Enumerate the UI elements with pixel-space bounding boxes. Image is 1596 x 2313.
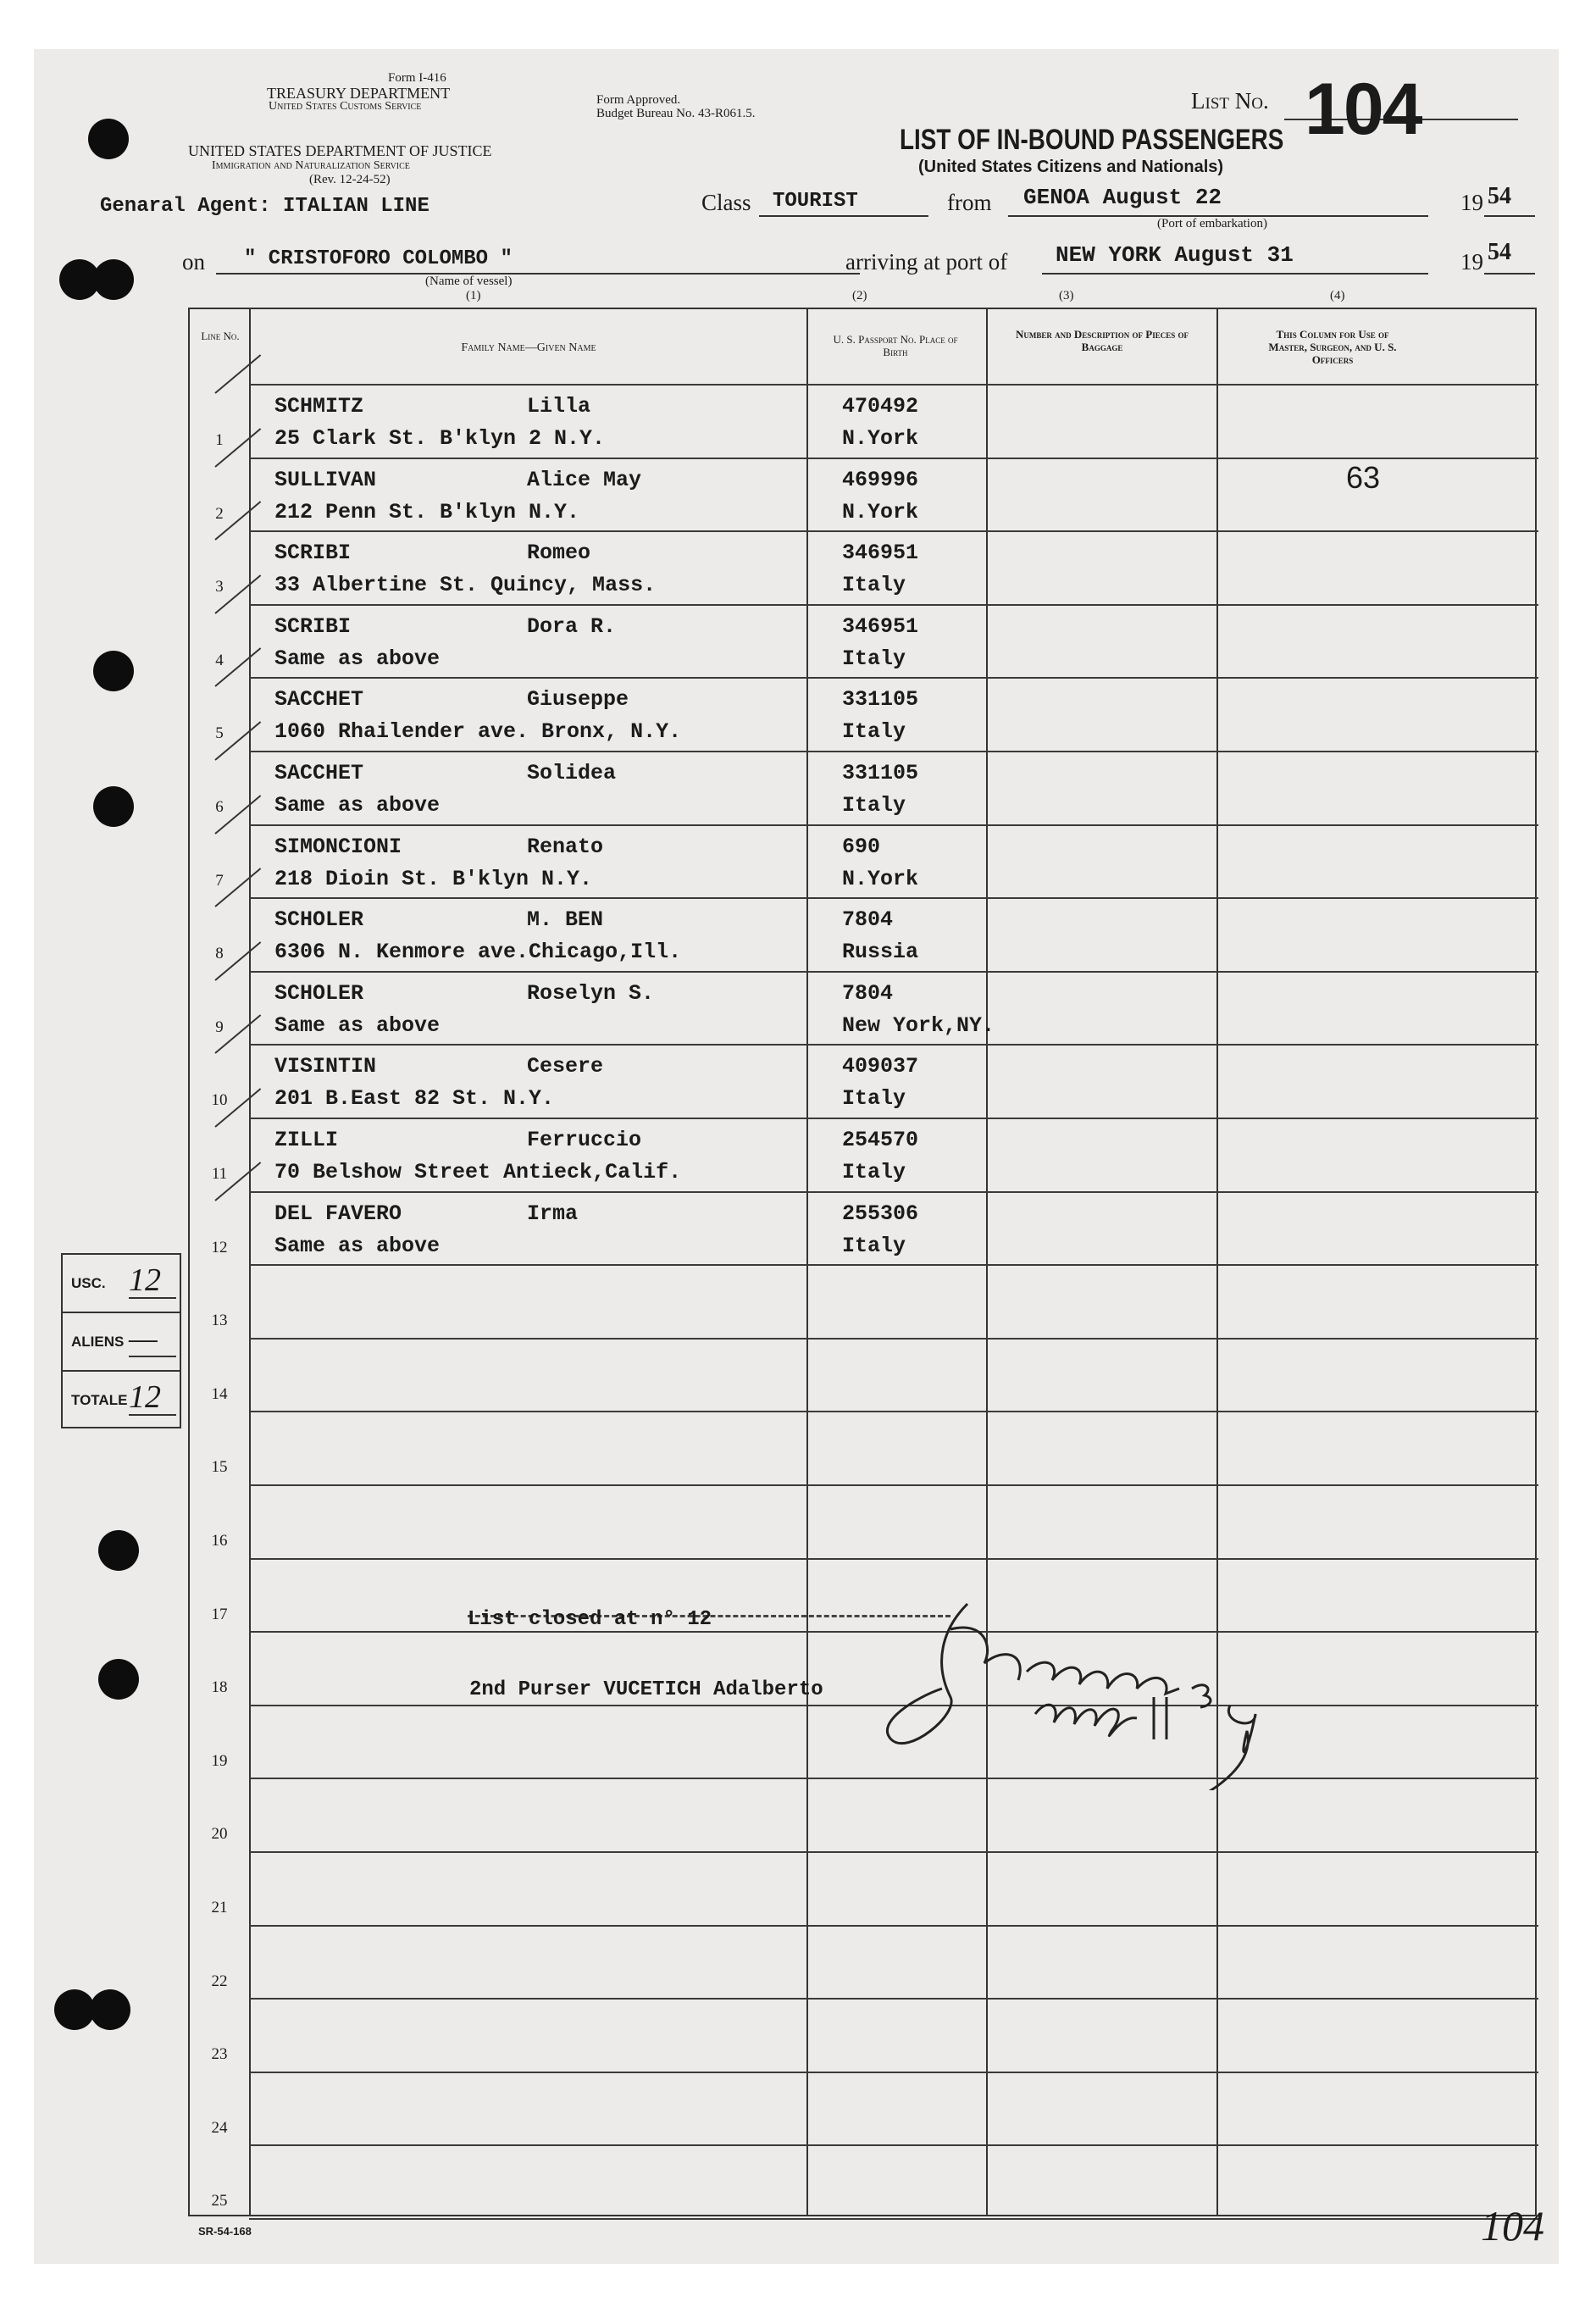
family-name: SCHOLER bbox=[274, 980, 364, 1006]
place-of-birth: Italy bbox=[842, 719, 906, 745]
line-number: 5 bbox=[215, 724, 224, 743]
family-name: VISINTIN bbox=[274, 1054, 377, 1079]
ins-caption: Immigration and Naturalization Service bbox=[212, 159, 410, 172]
binder-hole bbox=[93, 786, 134, 827]
from-label: from bbox=[947, 190, 992, 215]
address: 201 B.East 82 St. N.Y. bbox=[274, 1086, 555, 1112]
row-rule bbox=[249, 1191, 1538, 1193]
given-name: Lilla bbox=[527, 394, 591, 419]
passport-number: 690 bbox=[842, 834, 881, 859]
line-number: 22 bbox=[211, 1972, 228, 1990]
place-of-birth: Italy bbox=[842, 1233, 906, 1258]
line-number: 3 bbox=[215, 578, 224, 596]
baggage-column-number: (3) bbox=[1059, 289, 1074, 302]
address: 70 Belshow Street Antieck,Calif. bbox=[274, 1160, 682, 1184]
embarkation-caption: (Port of embarkation) bbox=[1157, 217, 1267, 230]
line-number: 25 bbox=[211, 2192, 228, 2210]
line-number: 12 bbox=[211, 1238, 228, 1256]
passport-number: 331105 bbox=[842, 761, 919, 785]
row-rule bbox=[249, 1558, 1538, 1560]
line-number: 10 bbox=[211, 1091, 228, 1110]
given-name: Giuseppe bbox=[527, 687, 629, 713]
class-value: TOURIST bbox=[773, 190, 858, 213]
address: 33 Albertine St. Quincy, Mass. bbox=[274, 573, 657, 598]
place-of-birth: N.York bbox=[842, 866, 919, 891]
place-of-birth: Russia bbox=[842, 940, 919, 965]
class-underline bbox=[759, 215, 928, 217]
address: Same as above bbox=[274, 1012, 441, 1038]
line-number: 21 bbox=[211, 1899, 228, 1916]
row-rule bbox=[249, 458, 1538, 459]
line-number: 24 bbox=[211, 2118, 228, 2137]
place-of-birth: N.York bbox=[842, 499, 919, 524]
line-number: 18 bbox=[211, 1678, 228, 1697]
revision-date: (Rev. 12-24-52) bbox=[309, 173, 391, 186]
row-rule bbox=[249, 971, 1538, 973]
departure-year: 54 bbox=[1488, 183, 1511, 209]
line-number: 2 bbox=[215, 504, 224, 523]
column-divider bbox=[249, 309, 251, 2215]
on-label: on bbox=[182, 249, 205, 275]
row-rule bbox=[249, 1118, 1538, 1119]
line-number: 4 bbox=[215, 651, 224, 669]
summary-usc-value: 12 bbox=[129, 1263, 176, 1299]
embarkation-value: GENOA August 22 bbox=[1023, 185, 1222, 210]
officer-note: 63 bbox=[1346, 460, 1381, 495]
purser-signature bbox=[857, 1595, 1383, 1790]
row-rule bbox=[249, 2218, 1538, 2220]
row-rule bbox=[249, 1998, 1538, 2000]
vessel-name: " CRISTOFORO COLOMBO " bbox=[244, 247, 513, 270]
passport-number: 255306 bbox=[842, 1201, 919, 1226]
line-number: 16 bbox=[211, 1532, 228, 1550]
row-rule bbox=[249, 824, 1538, 826]
form-number: Form I-416 bbox=[388, 71, 446, 85]
summary-aliens-label: ALIENS bbox=[71, 1334, 125, 1350]
line-number: 6 bbox=[215, 798, 224, 816]
passport-number: 346951 bbox=[842, 613, 919, 639]
manifest-sheet bbox=[34, 49, 1559, 2264]
passport-number: 254570 bbox=[842, 1128, 919, 1152]
budget-bureau: Budget Bureau No. 43-R061.5. bbox=[596, 107, 756, 120]
address: 6306 N. Kenmore ave.Chicago,Ill. bbox=[274, 940, 682, 965]
line-number: 1 bbox=[215, 431, 224, 449]
row-rule bbox=[249, 1851, 1538, 1853]
passport-number: 331105 bbox=[842, 687, 919, 713]
address: 25 Clark St. B'klyn 2 N.Y. bbox=[274, 426, 606, 451]
given-name: Renato bbox=[527, 834, 604, 859]
family-name: ZILLI bbox=[274, 1128, 339, 1152]
passenger-table bbox=[188, 308, 1537, 2216]
row-rule bbox=[249, 1338, 1538, 1340]
line-number: 11 bbox=[211, 1165, 228, 1183]
family-name: SCRIBI bbox=[274, 541, 352, 566]
row-rule bbox=[249, 897, 1538, 899]
arrival-year: 54 bbox=[1488, 239, 1511, 265]
line-number: 19 bbox=[211, 1751, 228, 1770]
family-name: SCRIBI bbox=[274, 613, 352, 639]
place-of-birth: Italy bbox=[842, 646, 906, 671]
line-number: 17 bbox=[211, 1605, 228, 1623]
vessel-underline bbox=[216, 273, 860, 275]
given-name: Ferruccio bbox=[527, 1128, 642, 1152]
list-number-label: List No. bbox=[1191, 88, 1269, 114]
row-rule bbox=[249, 530, 1538, 532]
row-rule bbox=[249, 751, 1538, 752]
passport-header: U. S. Passport No. Place of Birth bbox=[833, 333, 958, 358]
summary-aliens-value: — bbox=[129, 1322, 176, 1357]
arriving-label: arriving at port of bbox=[845, 249, 1008, 275]
row-rule bbox=[249, 2144, 1538, 2146]
year-underline bbox=[1484, 215, 1535, 217]
line-number: 15 bbox=[211, 1458, 228, 1477]
given-name: Roselyn S. bbox=[527, 980, 655, 1006]
passport-number: 409037 bbox=[842, 1054, 919, 1079]
address: 218 Dioin St. B'klyn N.Y. bbox=[274, 866, 593, 891]
class-label: Class bbox=[701, 190, 751, 215]
given-name: M. BEN bbox=[527, 907, 604, 933]
row-rule bbox=[249, 1411, 1538, 1412]
binder-hole bbox=[98, 1659, 139, 1700]
address: 1060 Rhailender ave. Bronx, N.Y. bbox=[274, 719, 682, 745]
vessel-caption: (Name of vessel) bbox=[425, 275, 513, 288]
form-approved: Form Approved. bbox=[596, 93, 681, 107]
row-rule bbox=[249, 1264, 1538, 1266]
customs-service: United States Customs Service bbox=[269, 100, 422, 113]
family-name: SCHOLER bbox=[274, 907, 364, 933]
year-underline-2 bbox=[1484, 273, 1535, 275]
summary-aliens bbox=[63, 1313, 180, 1372]
line-number: 9 bbox=[215, 1018, 224, 1036]
line-number: 20 bbox=[211, 1825, 228, 1844]
passport-number: 7804 bbox=[842, 907, 894, 933]
row-rule bbox=[249, 1044, 1538, 1046]
place-of-birth: N.York bbox=[842, 426, 919, 451]
row-rule bbox=[249, 604, 1538, 606]
address: Same as above bbox=[274, 1233, 441, 1258]
form-title: LIST OF IN-BOUND PASSENGERS bbox=[900, 124, 1284, 156]
row-rule bbox=[249, 677, 1538, 679]
summary-usc bbox=[63, 1255, 180, 1313]
given-name: Romeo bbox=[527, 541, 591, 566]
list-closed-note: List closed at n° 12 bbox=[468, 1608, 712, 1631]
given-name: Cesere bbox=[527, 1054, 604, 1079]
given-name: Alice May bbox=[527, 467, 642, 492]
line-number: 23 bbox=[211, 2045, 228, 2064]
treasury-department: TREASURY DEPARTMENT bbox=[267, 85, 451, 102]
row-rule bbox=[249, 1484, 1538, 1486]
place-of-birth: New York,NY. bbox=[842, 1012, 995, 1038]
address: 212 Penn St. B'klyn N.Y. bbox=[274, 499, 580, 524]
family-name: SACCHET bbox=[274, 761, 364, 785]
check-mark bbox=[214, 354, 261, 394]
year-prefix: 19 bbox=[1460, 190, 1483, 215]
department-of-justice: UNITED STATES DEPARTMENT OF JUSTICE bbox=[188, 142, 492, 159]
place-of-birth: Italy bbox=[842, 793, 906, 818]
purser-name: 2nd Purser VUCETICH Adalberto bbox=[469, 1678, 823, 1701]
family-name: SIMONCIONI bbox=[274, 834, 402, 859]
baggage-header: Number and Description of Pieces of Baggage bbox=[1016, 328, 1189, 353]
summary-total-label: TOTALE bbox=[71, 1392, 128, 1408]
binder-hole bbox=[93, 259, 134, 300]
line-number: 8 bbox=[215, 945, 224, 963]
passport-column-number: (2) bbox=[852, 289, 867, 302]
column-divider bbox=[986, 309, 988, 2215]
passport-number: 346951 bbox=[842, 541, 919, 566]
summary-total bbox=[63, 1372, 180, 1430]
name-header: Family Name—Given Name bbox=[461, 341, 596, 354]
binder-hole bbox=[88, 119, 129, 159]
passport-number: 470492 bbox=[842, 394, 919, 419]
line-number: 13 bbox=[211, 1312, 228, 1330]
family-name: SCHMITZ bbox=[274, 394, 364, 419]
list-number: 104 bbox=[1305, 69, 1421, 150]
place-of-birth: Italy bbox=[842, 1086, 906, 1112]
summary-total-value: 12 bbox=[129, 1380, 176, 1416]
line-number: 7 bbox=[215, 871, 224, 890]
column-divider bbox=[1216, 309, 1218, 2215]
row-rule bbox=[249, 1925, 1538, 1927]
binder-hole bbox=[90, 1989, 130, 2030]
column-divider bbox=[806, 309, 808, 2215]
place-of-birth: Italy bbox=[842, 573, 906, 598]
vessel-column-number: (1) bbox=[466, 289, 481, 302]
passport-number: 7804 bbox=[842, 980, 894, 1006]
summary-box bbox=[61, 1253, 181, 1428]
general-agent: Genaral Agent: ITALIAN LINE bbox=[100, 195, 429, 218]
row-rule bbox=[249, 2072, 1538, 2073]
family-name: DEL FAVERO bbox=[274, 1201, 402, 1226]
given-name: Dora R. bbox=[527, 613, 617, 639]
given-name: Solidea bbox=[527, 761, 617, 785]
line-number-header: Line No. bbox=[201, 330, 240, 342]
year-prefix-2: 19 bbox=[1460, 249, 1483, 275]
place-of-birth: Italy bbox=[842, 1160, 906, 1184]
passport-number: 469996 bbox=[842, 467, 919, 492]
header-rule bbox=[249, 384, 1538, 386]
officers-column-number: (4) bbox=[1330, 289, 1345, 302]
arrival-underline bbox=[1042, 273, 1428, 275]
address: Same as above bbox=[274, 646, 441, 671]
summary-usc-label: USC. bbox=[71, 1275, 106, 1291]
binder-hole bbox=[98, 1530, 139, 1571]
given-name: Irma bbox=[527, 1201, 579, 1226]
binder-hole bbox=[93, 651, 134, 691]
officers-header: This Column for Use of Master, Surgeon, and U. S. Officers bbox=[1268, 328, 1397, 366]
family-name: SACCHET bbox=[274, 687, 364, 713]
page-note: 104 bbox=[1481, 2202, 1544, 2249]
arrival-value: NEW YORK August 31 bbox=[1056, 242, 1294, 268]
form-subtitle: (United States Citizens and Nationals) bbox=[918, 158, 1224, 176]
form-code: SR-54-168 bbox=[198, 2225, 252, 2238]
line-number: 14 bbox=[211, 1384, 228, 1403]
family-name: SULLIVAN bbox=[274, 467, 377, 492]
address: Same as above bbox=[274, 793, 441, 818]
binder-hole bbox=[54, 1989, 95, 2030]
